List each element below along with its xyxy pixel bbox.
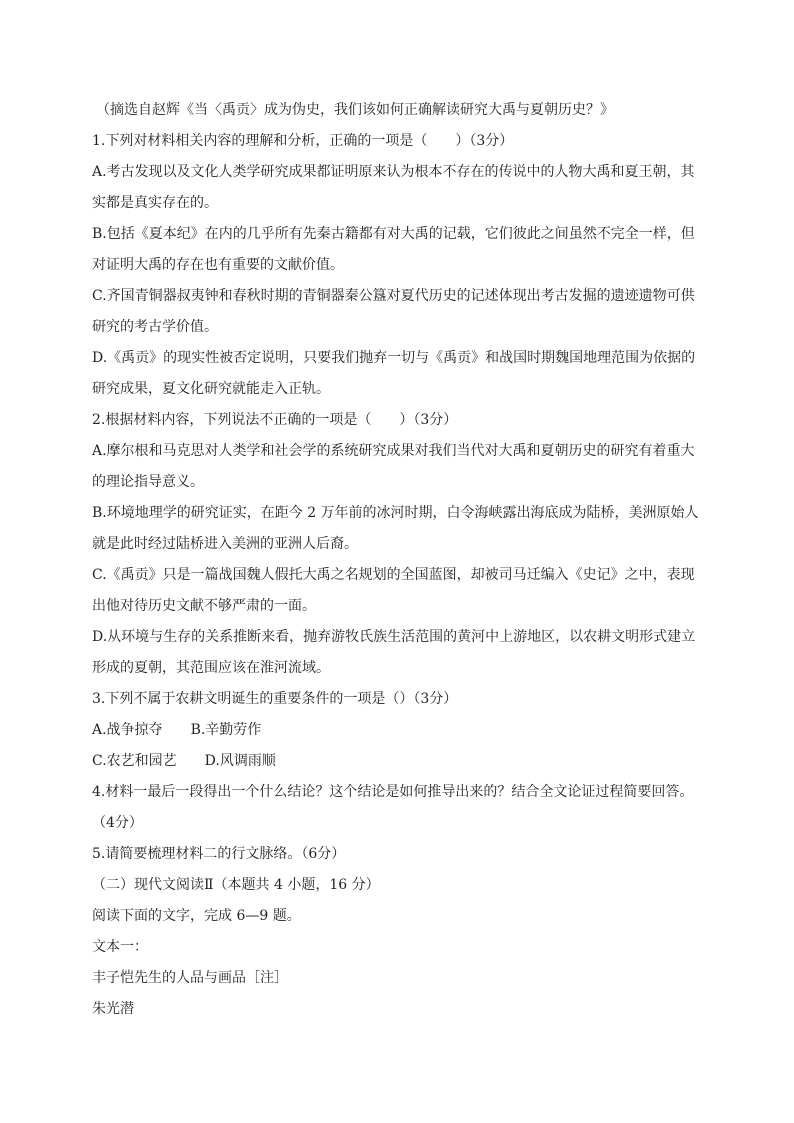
q1-option-a-line1: A.考古发现以及文化人类学研究成果都证明原来认为根本不存在的传说中的人物大禹和夏王朝，其 <box>92 164 695 180</box>
article-author: 朱光潜 <box>92 1001 134 1017</box>
q3-option-a: A.战争掠夺 <box>92 722 163 738</box>
q2-option-c-line1: C.《禹贡》只是一篇战国魏人假托大禹之名规划的全国蓝图，却被司马迁编入《史记》之中，表现 <box>92 567 695 583</box>
q2-option-d-line2: 形成的夏朝，其范围应该在淮河流域。 <box>92 660 330 676</box>
q2-option-b-line2: 就是此时经过陆桥进入美洲的亚洲人后裔。 <box>92 536 358 552</box>
q1-option-c-line2: 研究的考古学价值。 <box>92 319 218 335</box>
question-3-stem: 3.下列不属于农耕文明诞生的重要条件的一项是（）（3分） <box>92 691 458 707</box>
reading-instruction: 阅读下面的文字，完成 6—9 题。 <box>92 908 301 924</box>
q1-option-b-line2: 对证明大禹的存在也有重要的文献价值。 <box>92 257 344 273</box>
q3-options-row-2 <box>92 752 712 770</box>
q3-options-row-1 <box>92 721 712 739</box>
q2-option-a-line1: A.摩尔根和马克思对人类学和社会学的系统研究成果对我们当代对大禹和夏朝历史的研究有着重大 <box>92 443 695 459</box>
question-1-stem: 1.下列对材料相关内容的理解和分析，正确的一项是（ ）（3分） <box>92 133 514 149</box>
q1-option-c-line1: C.齐国青铜器叔夷钟和春秋时期的青铜器秦公簋对夏代历史的记述体现出考古发掘的遗迹遗物可供 <box>92 288 695 304</box>
q1-option-d-line1: D.《禹贡》的现实性被否定说明，只要我们抛弃一切与《禹贡》和战国时期魏国地理范围为依据的 <box>92 350 696 366</box>
q3-option-b: B.辛勤劳作 <box>190 722 262 738</box>
source-citation: （摘选自赵辉《当〈禹贡〉成为伪史，我们该如何正确解读研究大禹与夏朝历史？》 <box>96 102 614 118</box>
q3-option-c: C.农艺和园艺 <box>92 753 177 769</box>
q2-option-a-line2: 的理论指导意义。 <box>92 474 204 490</box>
q1-option-a-line2: 实都是真实存在的。 <box>92 195 218 211</box>
question-4-line2: （4分） <box>92 815 143 831</box>
q2-option-b-line1: B.环境地理学的研究证实，在距今 2 万年前的冰河时期，白令海峡露出海底成为陆桥，美洲原始人 <box>92 505 699 521</box>
q1-option-b-line1: B.包括《夏本纪》在内的几乎所有先秦古籍都有对大禹的记载，它们彼此之间虽然不完全一样，但 <box>92 226 695 242</box>
text-one-label: 文本一： <box>92 939 148 955</box>
section-heading: （二）现代文阅读Ⅱ（本题共 4 小题，16 分） <box>92 877 380 893</box>
question-2-stem: 2.根据材料内容，下列说法不正确的一项是（ ）（3分） <box>92 412 458 428</box>
q2-option-c-line2: 出他对待历史文献不够严肃的一面。 <box>92 598 316 614</box>
question-4-line1: 4.材料一最后一段得出一个什么结论？这个结论是如何推导出来的？结合全文论证过程简要回答。 <box>92 784 694 800</box>
q2-option-d-line1: D.从环境与生存的关系推断来看，抛弃游牧氏族生活范围的黄河中上游地区，以农耕文明形式建立 <box>92 629 696 645</box>
q1-option-d-line2: 研究成果，夏文化研究就能走入正轨。 <box>92 381 330 397</box>
q3-option-d: D.风调雨顺 <box>204 753 276 769</box>
question-5: 5.请简要梳理材料二的行文脉络。（6分） <box>92 846 346 862</box>
article-title: 丰子恺先生的人品与画品［注］ <box>92 970 288 986</box>
